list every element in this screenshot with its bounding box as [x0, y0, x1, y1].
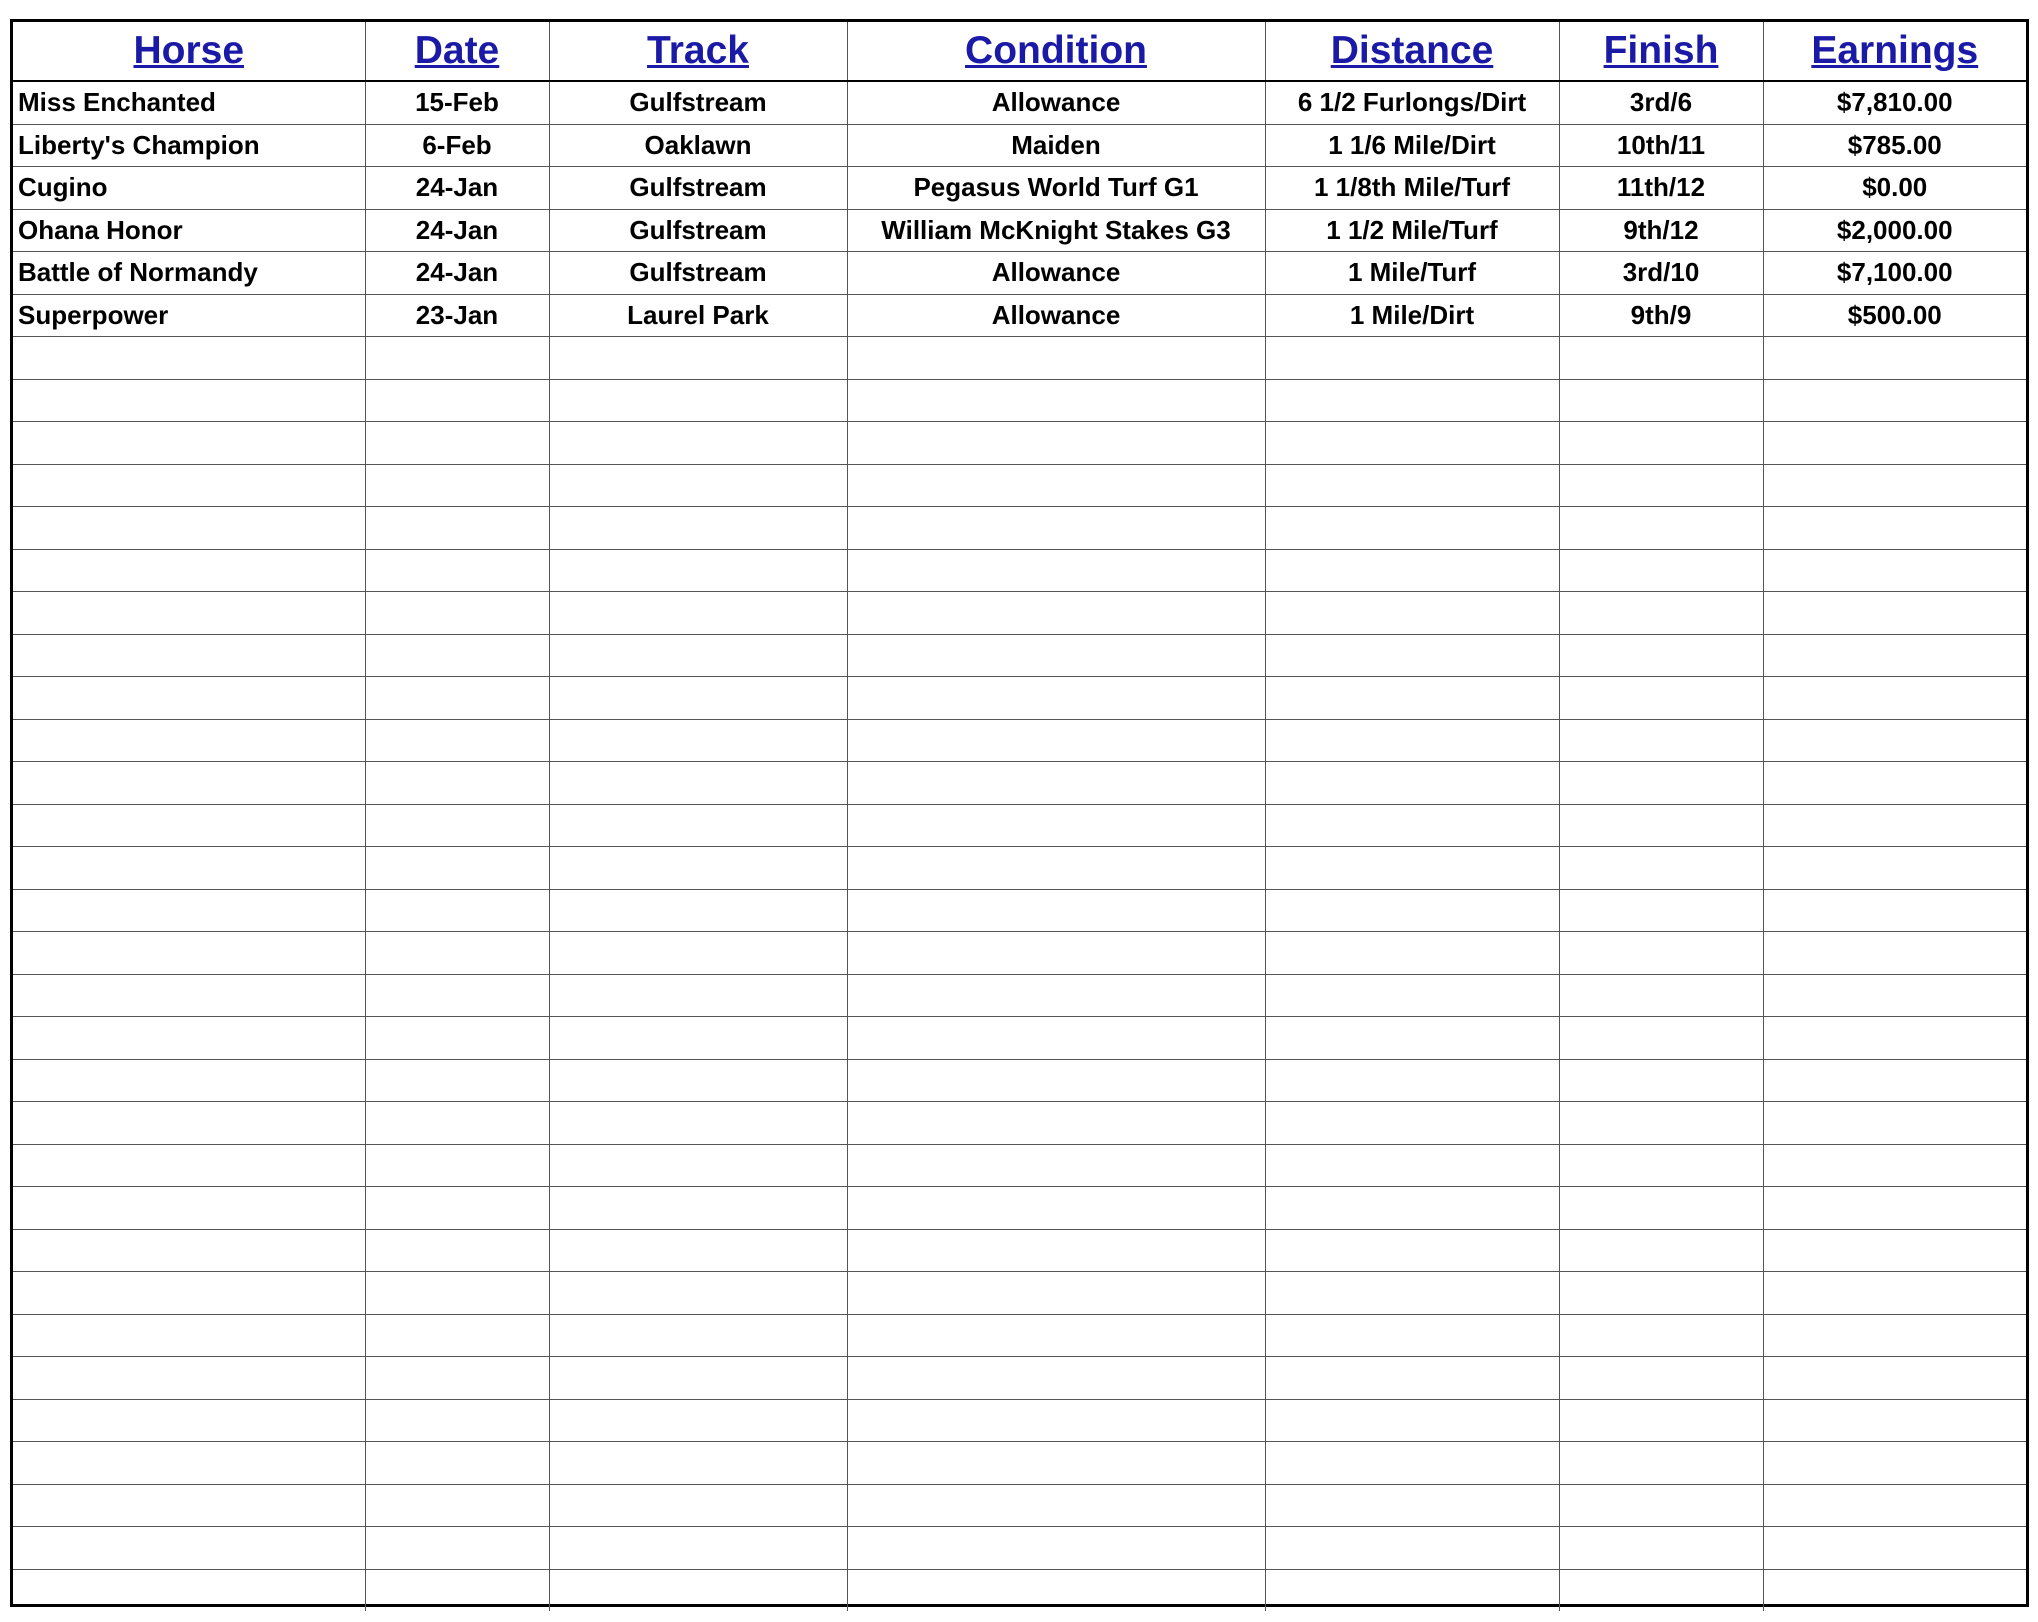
empty-cell — [1763, 379, 2026, 422]
cell-horse: Liberty's Champion — [13, 124, 365, 167]
header-distance: Distance — [1265, 22, 1559, 81]
header-earnings: Earnings — [1763, 22, 2026, 81]
empty-row — [13, 592, 2026, 635]
empty-cell — [1763, 464, 2026, 507]
cell-condition: Allowance — [847, 294, 1265, 337]
empty-row — [13, 1399, 2026, 1442]
cell-track: Gulfstream — [549, 167, 847, 210]
empty-cell — [365, 1484, 549, 1527]
empty-cell — [1559, 337, 1763, 380]
empty-cell — [1559, 1527, 1763, 1570]
empty-cell — [1763, 1442, 2026, 1485]
empty-cell — [13, 762, 365, 805]
cell-finish: 3rd/6 — [1559, 81, 1763, 124]
empty-cell — [1265, 1442, 1559, 1485]
cell-earnings: $7,100.00 — [1763, 252, 2026, 295]
cell-date: 24-Jan — [365, 167, 549, 210]
cell-date: 15-Feb — [365, 81, 549, 124]
empty-cell — [365, 1229, 549, 1272]
empty-cell — [13, 974, 365, 1017]
empty-cell — [1265, 337, 1559, 380]
empty-cell — [13, 1357, 365, 1400]
empty-cell — [1559, 464, 1763, 507]
empty-cell — [13, 719, 365, 762]
empty-cell — [847, 634, 1265, 677]
empty-cell — [847, 1314, 1265, 1357]
empty-cell — [847, 1187, 1265, 1230]
empty-row — [13, 337, 2026, 380]
cell-distance: 1 1/8th Mile/Turf — [1265, 167, 1559, 210]
empty-cell — [847, 719, 1265, 762]
header-date: Date — [365, 22, 549, 81]
empty-cell — [365, 719, 549, 762]
empty-row — [13, 1059, 2026, 1102]
empty-row — [13, 1357, 2026, 1400]
empty-cell — [1763, 1102, 2026, 1145]
empty-cell — [1763, 422, 2026, 465]
cell-condition: Maiden — [847, 124, 1265, 167]
empty-cell — [549, 889, 847, 932]
empty-cell — [1763, 889, 2026, 932]
empty-cell — [1559, 1357, 1763, 1400]
empty-cell — [549, 1442, 847, 1485]
empty-cell — [13, 1187, 365, 1230]
empty-cell — [1763, 507, 2026, 550]
empty-row — [13, 464, 2026, 507]
empty-row — [13, 1484, 2026, 1527]
empty-cell — [1763, 1569, 2026, 1611]
empty-cell — [365, 1314, 549, 1357]
empty-cell — [549, 337, 847, 380]
empty-cell — [549, 719, 847, 762]
empty-cell — [847, 592, 1265, 635]
empty-cell — [365, 549, 549, 592]
empty-cell — [1559, 1314, 1763, 1357]
empty-cell — [13, 1144, 365, 1187]
empty-cell — [1559, 1187, 1763, 1230]
empty-cell — [847, 379, 1265, 422]
empty-cell — [1559, 974, 1763, 1017]
empty-row — [13, 932, 2026, 975]
empty-row — [13, 1229, 2026, 1272]
empty-cell — [13, 422, 365, 465]
header-finish: Finish — [1559, 22, 1763, 81]
empty-cell — [847, 1442, 1265, 1485]
empty-cell — [365, 1059, 549, 1102]
empty-cell — [1559, 379, 1763, 422]
empty-cell — [13, 1442, 365, 1485]
empty-cell — [549, 1527, 847, 1570]
empty-cell — [1265, 1059, 1559, 1102]
empty-cell — [13, 337, 365, 380]
empty-cell — [1763, 719, 2026, 762]
empty-cell — [365, 1017, 549, 1060]
empty-cell — [1559, 549, 1763, 592]
empty-cell — [13, 1059, 365, 1102]
empty-cell — [13, 1272, 365, 1315]
empty-row — [13, 1144, 2026, 1187]
empty-cell — [13, 1569, 365, 1611]
cell-finish: 9th/9 — [1559, 294, 1763, 337]
empty-cell — [847, 422, 1265, 465]
empty-row — [13, 549, 2026, 592]
empty-cell — [847, 762, 1265, 805]
empty-row — [13, 1187, 2026, 1230]
empty-cell — [1763, 1229, 2026, 1272]
empty-cell — [549, 677, 847, 720]
empty-cell — [1559, 592, 1763, 635]
empty-cell — [549, 422, 847, 465]
empty-cell — [13, 464, 365, 507]
empty-cell — [1265, 847, 1559, 890]
empty-cell — [549, 507, 847, 550]
empty-row — [13, 422, 2026, 465]
empty-cell — [549, 1102, 847, 1145]
empty-cell — [549, 1187, 847, 1230]
empty-cell — [549, 1314, 847, 1357]
empty-cell — [1559, 847, 1763, 890]
empty-cell — [1265, 1569, 1559, 1611]
empty-cell — [1763, 592, 2026, 635]
empty-cell — [847, 1272, 1265, 1315]
empty-cell — [1265, 974, 1559, 1017]
cell-condition: William McKnight Stakes G3 — [847, 209, 1265, 252]
header-horse: Horse — [13, 22, 365, 81]
empty-cell — [549, 974, 847, 1017]
empty-cell — [1763, 1314, 2026, 1357]
empty-cell — [13, 549, 365, 592]
cell-date: 6-Feb — [365, 124, 549, 167]
empty-cell — [1265, 1314, 1559, 1357]
empty-cell — [549, 804, 847, 847]
empty-cell — [1265, 592, 1559, 635]
empty-cell — [1265, 379, 1559, 422]
empty-cell — [365, 507, 549, 550]
header-track: Track — [549, 22, 847, 81]
empty-cell — [13, 1102, 365, 1145]
empty-cell — [1265, 1017, 1559, 1060]
empty-cell — [365, 1357, 549, 1400]
header-row — [13, 22, 2026, 81]
empty-cell — [549, 1484, 847, 1527]
empty-cell — [1559, 1399, 1763, 1442]
empty-cell — [365, 634, 549, 677]
empty-cell — [847, 1229, 1265, 1272]
empty-cell — [847, 337, 1265, 380]
empty-cell — [1763, 804, 2026, 847]
empty-cell — [1559, 422, 1763, 465]
empty-cell — [1559, 507, 1763, 550]
empty-cell — [847, 1527, 1265, 1570]
empty-row — [13, 762, 2026, 805]
empty-cell — [1763, 974, 2026, 1017]
empty-cell — [847, 549, 1265, 592]
empty-cell — [847, 1017, 1265, 1060]
empty-cell — [1763, 677, 2026, 720]
empty-cell — [365, 677, 549, 720]
empty-cell — [365, 1442, 549, 1485]
empty-cell — [1763, 1272, 2026, 1315]
empty-cell — [1265, 1272, 1559, 1315]
empty-cell — [365, 847, 549, 890]
empty-row — [13, 1569, 2026, 1611]
cell-horse: Ohana Honor — [13, 209, 365, 252]
empty-cell — [13, 1527, 365, 1570]
empty-cell — [549, 592, 847, 635]
cell-finish: 11th/12 — [1559, 167, 1763, 210]
cell-earnings: $500.00 — [1763, 294, 2026, 337]
empty-cell — [1763, 634, 2026, 677]
empty-cell — [365, 1187, 549, 1230]
cell-distance: 1 Mile/Turf — [1265, 252, 1559, 295]
empty-cell — [365, 889, 549, 932]
empty-cell — [847, 932, 1265, 975]
empty-cell — [1559, 1102, 1763, 1145]
empty-cell — [365, 379, 549, 422]
cell-distance: 1 1/2 Mile/Turf — [1265, 209, 1559, 252]
empty-row — [13, 379, 2026, 422]
empty-cell — [1559, 762, 1763, 805]
empty-row — [13, 1017, 2026, 1060]
cell-date: 23-Jan — [365, 294, 549, 337]
cell-horse: Cugino — [13, 167, 365, 210]
empty-cell — [549, 379, 847, 422]
empty-cell — [549, 634, 847, 677]
empty-cell — [365, 1102, 549, 1145]
empty-cell — [365, 1272, 549, 1315]
empty-cell — [1763, 762, 2026, 805]
empty-row — [13, 974, 2026, 1017]
empty-cell — [847, 1102, 1265, 1145]
empty-cell — [13, 1314, 365, 1357]
empty-cell — [549, 464, 847, 507]
empty-cell — [847, 1399, 1265, 1442]
empty-cell — [365, 1399, 549, 1442]
empty-cell — [1559, 719, 1763, 762]
empty-cell — [1265, 507, 1559, 550]
empty-cell — [1559, 1272, 1763, 1315]
empty-row — [13, 1102, 2026, 1145]
empty-cell — [1265, 1229, 1559, 1272]
empty-cell — [847, 1484, 1265, 1527]
empty-cell — [847, 974, 1265, 1017]
empty-cell — [1265, 762, 1559, 805]
empty-row — [13, 1442, 2026, 1485]
empty-cell — [365, 337, 549, 380]
cell-condition: Allowance — [847, 81, 1265, 124]
table-row — [13, 252, 2026, 295]
empty-cell — [847, 464, 1265, 507]
empty-cell — [847, 1569, 1265, 1611]
empty-cell — [13, 932, 365, 975]
empty-cell — [847, 1357, 1265, 1400]
empty-cell — [549, 1229, 847, 1272]
cell-earnings: $7,810.00 — [1763, 81, 2026, 124]
cell-distance: 1 1/6 Mile/Dirt — [1265, 124, 1559, 167]
race-results-sheet — [10, 19, 2029, 1607]
empty-cell — [1265, 804, 1559, 847]
cell-finish: 10th/11 — [1559, 124, 1763, 167]
empty-cell — [365, 1144, 549, 1187]
empty-cell — [13, 1017, 365, 1060]
empty-cell — [365, 974, 549, 1017]
empty-cell — [1559, 889, 1763, 932]
empty-cell — [1265, 1144, 1559, 1187]
empty-cell — [1265, 549, 1559, 592]
empty-cell — [1265, 1357, 1559, 1400]
table-row — [13, 209, 2026, 252]
empty-cell — [13, 507, 365, 550]
empty-row — [13, 804, 2026, 847]
empty-cell — [1763, 337, 2026, 380]
empty-row — [13, 719, 2026, 762]
empty-cell — [1763, 1059, 2026, 1102]
cell-track: Gulfstream — [549, 252, 847, 295]
empty-cell — [1265, 1484, 1559, 1527]
empty-cell — [549, 932, 847, 975]
empty-cell — [1763, 932, 2026, 975]
empty-row — [13, 677, 2026, 720]
empty-cell — [1265, 1399, 1559, 1442]
empty-cell — [847, 677, 1265, 720]
empty-cell — [13, 1399, 365, 1442]
empty-cell — [1763, 1357, 2026, 1400]
empty-cell — [847, 804, 1265, 847]
empty-cell — [365, 422, 549, 465]
empty-cell — [13, 1484, 365, 1527]
table-row — [13, 81, 2026, 124]
empty-cell — [13, 889, 365, 932]
empty-cell — [1559, 1017, 1763, 1060]
empty-cell — [549, 1569, 847, 1611]
empty-cell — [1559, 1059, 1763, 1102]
empty-cell — [1559, 1484, 1763, 1527]
empty-row — [13, 1272, 2026, 1315]
table-row — [13, 294, 2026, 337]
cell-horse: Miss Enchanted — [13, 81, 365, 124]
empty-cell — [549, 1357, 847, 1400]
empty-cell — [1559, 1144, 1763, 1187]
empty-cell — [549, 1017, 847, 1060]
empty-cell — [13, 847, 365, 890]
empty-row — [13, 507, 2026, 550]
empty-row — [13, 847, 2026, 890]
empty-cell — [1763, 1017, 2026, 1060]
cell-earnings: $785.00 — [1763, 124, 2026, 167]
empty-cell — [549, 1059, 847, 1102]
empty-cell — [549, 847, 847, 890]
cell-finish: 9th/12 — [1559, 209, 1763, 252]
empty-cell — [1559, 634, 1763, 677]
empty-cell — [1763, 1527, 2026, 1570]
empty-cell — [1763, 1187, 2026, 1230]
empty-cell — [365, 804, 549, 847]
cell-horse: Superpower — [13, 294, 365, 337]
cell-earnings: $0.00 — [1763, 167, 2026, 210]
empty-cell — [365, 762, 549, 805]
empty-cell — [549, 1272, 847, 1315]
empty-cell — [1559, 1442, 1763, 1485]
header-condition: Condition — [847, 22, 1265, 81]
empty-cell — [549, 1399, 847, 1442]
cell-distance: 1 Mile/Dirt — [1265, 294, 1559, 337]
empty-cell — [1763, 1144, 2026, 1187]
empty-cell — [847, 1144, 1265, 1187]
empty-cell — [365, 1569, 549, 1611]
race-results-table — [13, 22, 2026, 1611]
cell-condition: Pegasus World Turf G1 — [847, 167, 1265, 210]
empty-cell — [549, 762, 847, 805]
empty-cell — [549, 1144, 847, 1187]
empty-cell — [365, 932, 549, 975]
empty-cell — [1763, 1484, 2026, 1527]
empty-cell — [13, 379, 365, 422]
empty-cell — [1559, 804, 1763, 847]
table-row — [13, 124, 2026, 167]
cell-horse: Battle of Normandy — [13, 252, 365, 295]
empty-cell — [1763, 549, 2026, 592]
cell-track: Oaklawn — [549, 124, 847, 167]
empty-cell — [1559, 932, 1763, 975]
empty-cell — [13, 804, 365, 847]
empty-row — [13, 634, 2026, 677]
empty-cell — [847, 1059, 1265, 1102]
empty-cell — [1265, 464, 1559, 507]
empty-row — [13, 1527, 2026, 1570]
empty-cell — [365, 1527, 549, 1570]
empty-cell — [847, 889, 1265, 932]
empty-cell — [1559, 1229, 1763, 1272]
empty-cell — [847, 507, 1265, 550]
cell-condition: Allowance — [847, 252, 1265, 295]
empty-cell — [1265, 1102, 1559, 1145]
cell-track: Gulfstream — [549, 209, 847, 252]
empty-cell — [13, 592, 365, 635]
empty-cell — [1265, 719, 1559, 762]
empty-cell — [1763, 1399, 2026, 1442]
empty-cell — [1265, 1527, 1559, 1570]
empty-cell — [1265, 932, 1559, 975]
empty-cell — [847, 847, 1265, 890]
empty-cell — [365, 464, 549, 507]
cell-track: Gulfstream — [549, 81, 847, 124]
empty-cell — [549, 549, 847, 592]
empty-cell — [1265, 889, 1559, 932]
empty-cell — [1265, 1187, 1559, 1230]
empty-cell — [13, 677, 365, 720]
empty-cell — [1265, 634, 1559, 677]
cell-track: Laurel Park — [549, 294, 847, 337]
empty-cell — [13, 634, 365, 677]
cell-finish: 3rd/10 — [1559, 252, 1763, 295]
empty-cell — [1265, 677, 1559, 720]
empty-cell — [1559, 677, 1763, 720]
cell-distance: 6 1/2 Furlongs/Dirt — [1265, 81, 1559, 124]
empty-cell — [1559, 1569, 1763, 1611]
empty-cell — [1265, 422, 1559, 465]
cell-date: 24-Jan — [365, 209, 549, 252]
empty-cell — [13, 1229, 365, 1272]
table-row — [13, 167, 2026, 210]
empty-cell — [1763, 847, 2026, 890]
empty-row — [13, 1314, 2026, 1357]
empty-row — [13, 889, 2026, 932]
cell-date: 24-Jan — [365, 252, 549, 295]
cell-earnings: $2,000.00 — [1763, 209, 2026, 252]
empty-cell — [365, 592, 549, 635]
